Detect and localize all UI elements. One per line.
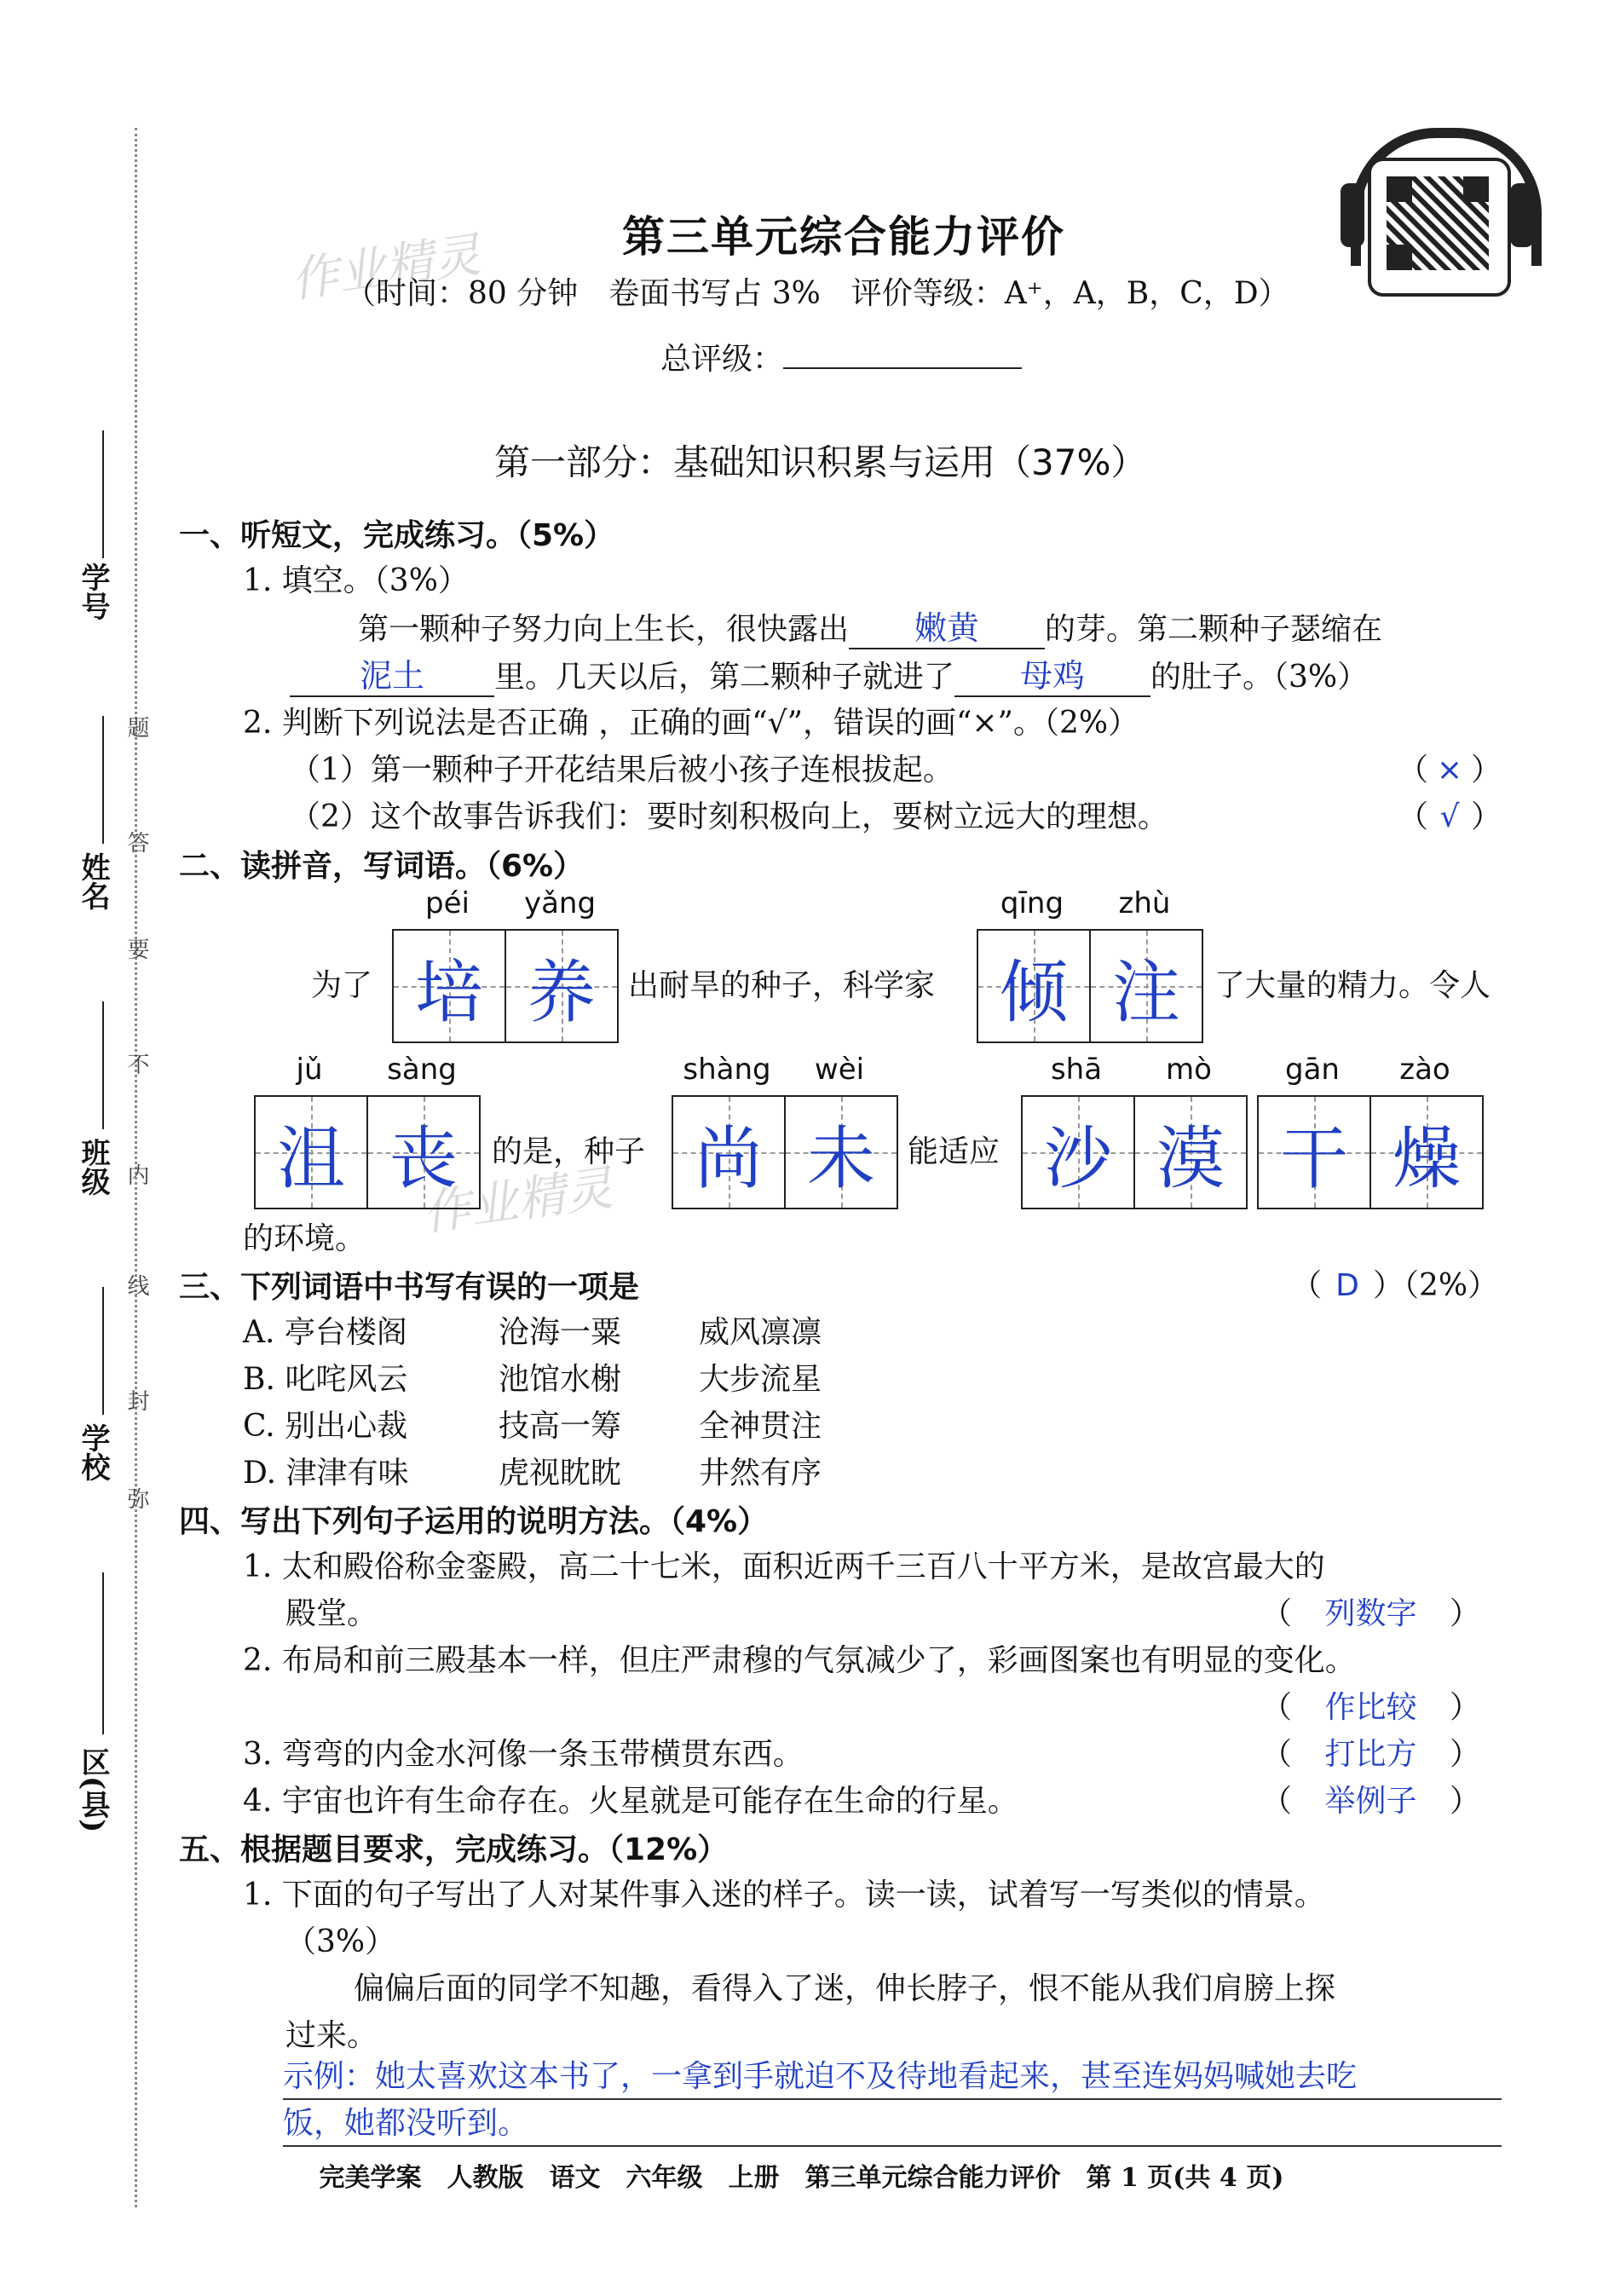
pinyin: jǔ	[296, 1053, 323, 1087]
q4-answer-1[interactable]: （ 列数字 ）	[1261, 1596, 1481, 1631]
q4-s1b: 殿堂。	[285, 1596, 378, 1631]
q3-option-a-2: 沧海一粟	[499, 1315, 622, 1350]
seal-char: 答	[124, 831, 149, 853]
answer-line-1	[283, 2098, 1502, 2100]
q2-text-3: 了大量的精力。令人	[1214, 968, 1491, 1003]
word-box-qingzhu[interactable]	[977, 929, 1203, 1043]
q4-answer-3[interactable]: （ 打比方 ）	[1261, 1737, 1481, 1772]
headphone-right-ear-icon	[1510, 183, 1534, 247]
pinyin: gān	[1285, 1053, 1340, 1087]
q4-heading: 四、写出下列句子运用的说明方法。（4%）	[179, 1504, 769, 1539]
judge-2-answer[interactable]: （ √ ）	[1398, 799, 1502, 834]
q1-line2: 泥土 里。几天以后，第二颗种子就进了 母鸡 的肚子。（3%）	[290, 655, 1368, 701]
student-no-label: 学号	[76, 562, 110, 620]
class-line	[102, 1001, 104, 1129]
written-char: 沙	[1044, 1118, 1112, 1198]
written-char: 养	[528, 952, 596, 1032]
written-char: 沮	[277, 1118, 345, 1198]
q3-option-b: B. 叱咤风云	[243, 1362, 408, 1397]
district-line	[102, 1572, 104, 1734]
seal-char: 题	[124, 716, 149, 738]
q5-score: （3%）	[285, 1924, 396, 1959]
q2-text-1: 为了	[311, 968, 373, 1003]
written-char: 未	[807, 1118, 875, 1198]
seal-char: 不	[124, 1053, 149, 1075]
q3-option-c-3: 全神贯注	[699, 1409, 822, 1444]
q3-option-a-3: 威风凛凛	[699, 1315, 822, 1350]
total-grade	[660, 328, 1022, 383]
written-char: 尚	[695, 1118, 763, 1198]
seal-char: 要	[124, 937, 149, 960]
q1-sub1: 1. 填空。（3%）	[243, 563, 469, 598]
pinyin: shā	[1050, 1053, 1103, 1087]
total-grade-label: 总评级：	[660, 342, 784, 377]
q2-text-2: 出耐旱的种子，科学家	[628, 968, 936, 1003]
q5-quote-b: 过来。	[285, 2018, 378, 2053]
q3-option-d: D. 津津有味	[243, 1456, 409, 1491]
pinyin: wèi	[814, 1053, 865, 1087]
q3-option-d-3: 井然有序	[699, 1456, 822, 1491]
school-line	[102, 1287, 104, 1415]
name-label: 姓名	[76, 852, 110, 910]
q5-quote-a: 偏偏后面的同学不知趣，看得入了迷，伸长脖子，恨不能从我们肩膀上探	[354, 1971, 1336, 2006]
pinyin: zhù	[1118, 886, 1171, 920]
q1-line1: 第一颗种子努力向上生长，很快露出 嫩黄 的芽。第二颗种子瑟缩在	[358, 607, 1382, 653]
page-title: 第三单元综合能力评价	[622, 211, 1065, 262]
judge-2: （2）这个故事告诉我们：要时刻积极向上，要树立远大的理想。	[290, 799, 1168, 834]
q1-heading: 一、听短文，完成练习。（5%）	[179, 518, 615, 553]
seal-char: 弥	[124, 1487, 149, 1509]
q5-heading: 五、根据题目要求，完成练习。（12%）	[179, 1832, 729, 1867]
q3-option-b-3: 大步流星	[699, 1362, 822, 1397]
q2-text-4: 的是，种子	[492, 1134, 646, 1169]
written-char: 注	[1112, 952, 1180, 1032]
q4-s2: 2. 布局和前三殿基本一样，但庄严肃穆的气氛减少了，彩画图案也有明显的变化。	[243, 1643, 1356, 1678]
q3-option-c-2: 技高一筹	[499, 1409, 622, 1444]
judge-1-answer[interactable]: （ × ）	[1398, 753, 1502, 787]
q2-heading: 二、读拼音，写词语。（6%）	[179, 849, 585, 884]
school-label: 学校	[76, 1423, 110, 1481]
pinyin: qīng	[1000, 886, 1064, 920]
q4-s1a: 1. 太和殿俗称金銮殿，高二十七米，面积近两千三百八十平方米，是故宫最大的	[243, 1549, 1325, 1584]
q2-text-5: 能适应	[908, 1134, 1000, 1169]
name-line	[102, 716, 104, 844]
written-char: 培	[415, 952, 483, 1032]
q3-option-d-2: 虎视眈眈	[499, 1456, 622, 1491]
qr-code-icon[interactable]	[1368, 158, 1511, 297]
watermark-middle: 作业精灵	[419, 1160, 617, 1243]
seal-char: 线	[124, 1274, 149, 1296]
district-label: 区(县)	[76, 1747, 110, 1833]
pinyin: péi	[425, 886, 470, 920]
q3-answer[interactable]: （ D ）（2%）	[1291, 1268, 1499, 1303]
word-box-jusang[interactable]	[254, 1095, 481, 1209]
q3-option-c: C. 别出心裁	[243, 1409, 408, 1444]
pinyin: shàng	[683, 1053, 771, 1087]
written-char: 漠	[1156, 1118, 1225, 1198]
blank-3[interactable]: 母鸡	[954, 656, 1150, 697]
written-char: 丧	[389, 1118, 458, 1198]
seal-char: 内	[124, 1163, 149, 1185]
q4-answer-2[interactable]: （ 作比较 ）	[1261, 1690, 1481, 1725]
part1-title: 第一部分：基础知识积累与运用（37%）	[494, 441, 1147, 483]
q3-option-a: A. 亭台楼阁	[243, 1315, 407, 1350]
blank-2[interactable]: 泥土	[290, 656, 494, 697]
q5-answer-b[interactable]: 饭，她都没听到。	[283, 2106, 529, 2141]
word-box-ganzao[interactable]	[1257, 1095, 1484, 1209]
q1-sub2: 2. 判断下列说法是否正确 ，正确的画“√”，错误的画“×”。（2%）	[243, 706, 1139, 741]
exam-meta: （时间：80 分钟 卷面书写占 3% 评价等级：A⁺，A，B，C，D）	[345, 276, 1289, 311]
written-char: 倾	[1000, 952, 1068, 1032]
watermark-top: 作业精灵	[287, 227, 485, 309]
q3-option-b-2: 池馆水榭	[499, 1362, 622, 1397]
class-label: 班级	[76, 1138, 110, 1196]
written-char: 干	[1280, 1118, 1348, 1198]
seal-char: 封	[124, 1389, 149, 1411]
pinyin: zào	[1399, 1053, 1450, 1087]
total-grade-field[interactable]	[783, 328, 1022, 369]
q4-s4: 4. 宇宙也许有生命存在。火星就是可能存在生命的行星。	[243, 1784, 1018, 1819]
q5-s1: 1. 下面的句子写出了人对某件事入迷的样子。读一读，试着写一写类似的情景。	[243, 1878, 1325, 1912]
word-box-shangwei[interactable]	[672, 1095, 898, 1209]
q4-s3: 3. 弯弯的内金水河像一条玉带横贯东西。	[243, 1737, 804, 1772]
pinyin: sàng	[387, 1053, 457, 1087]
page-footer: 完美学案 人教版 语文 六年级 上册 第三单元综合能力评价 第 1 页(共 4 页)	[319, 2163, 1284, 2193]
pinyin: mò	[1166, 1053, 1212, 1087]
blank-1[interactable]: 嫩黄	[849, 609, 1045, 649]
word-box-shamo[interactable]	[1021, 1095, 1248, 1209]
headphone-left-ear-icon	[1341, 183, 1364, 247]
pinyin: yǎng	[523, 886, 597, 920]
q3-heading: 三、下列词语中书写有误的一项是	[179, 1270, 640, 1305]
judge-1: （1）第一颗种子开花结果后被小孩子连根拔起。	[290, 753, 954, 787]
q5-answer-a[interactable]: 示例：她太喜欢这本书了，一拿到手就迫不及待地看起来，甚至连妈妈喊她去吃	[283, 2059, 1358, 2094]
answer-line-2	[283, 2145, 1502, 2147]
student-no-line	[102, 430, 104, 558]
q4-answer-4[interactable]: （ 举例子 ）	[1261, 1784, 1481, 1819]
written-char: 燥	[1393, 1118, 1461, 1198]
word-box-peiyang[interactable]	[392, 929, 619, 1043]
q2-text-6: 的环境。	[243, 1221, 366, 1256]
